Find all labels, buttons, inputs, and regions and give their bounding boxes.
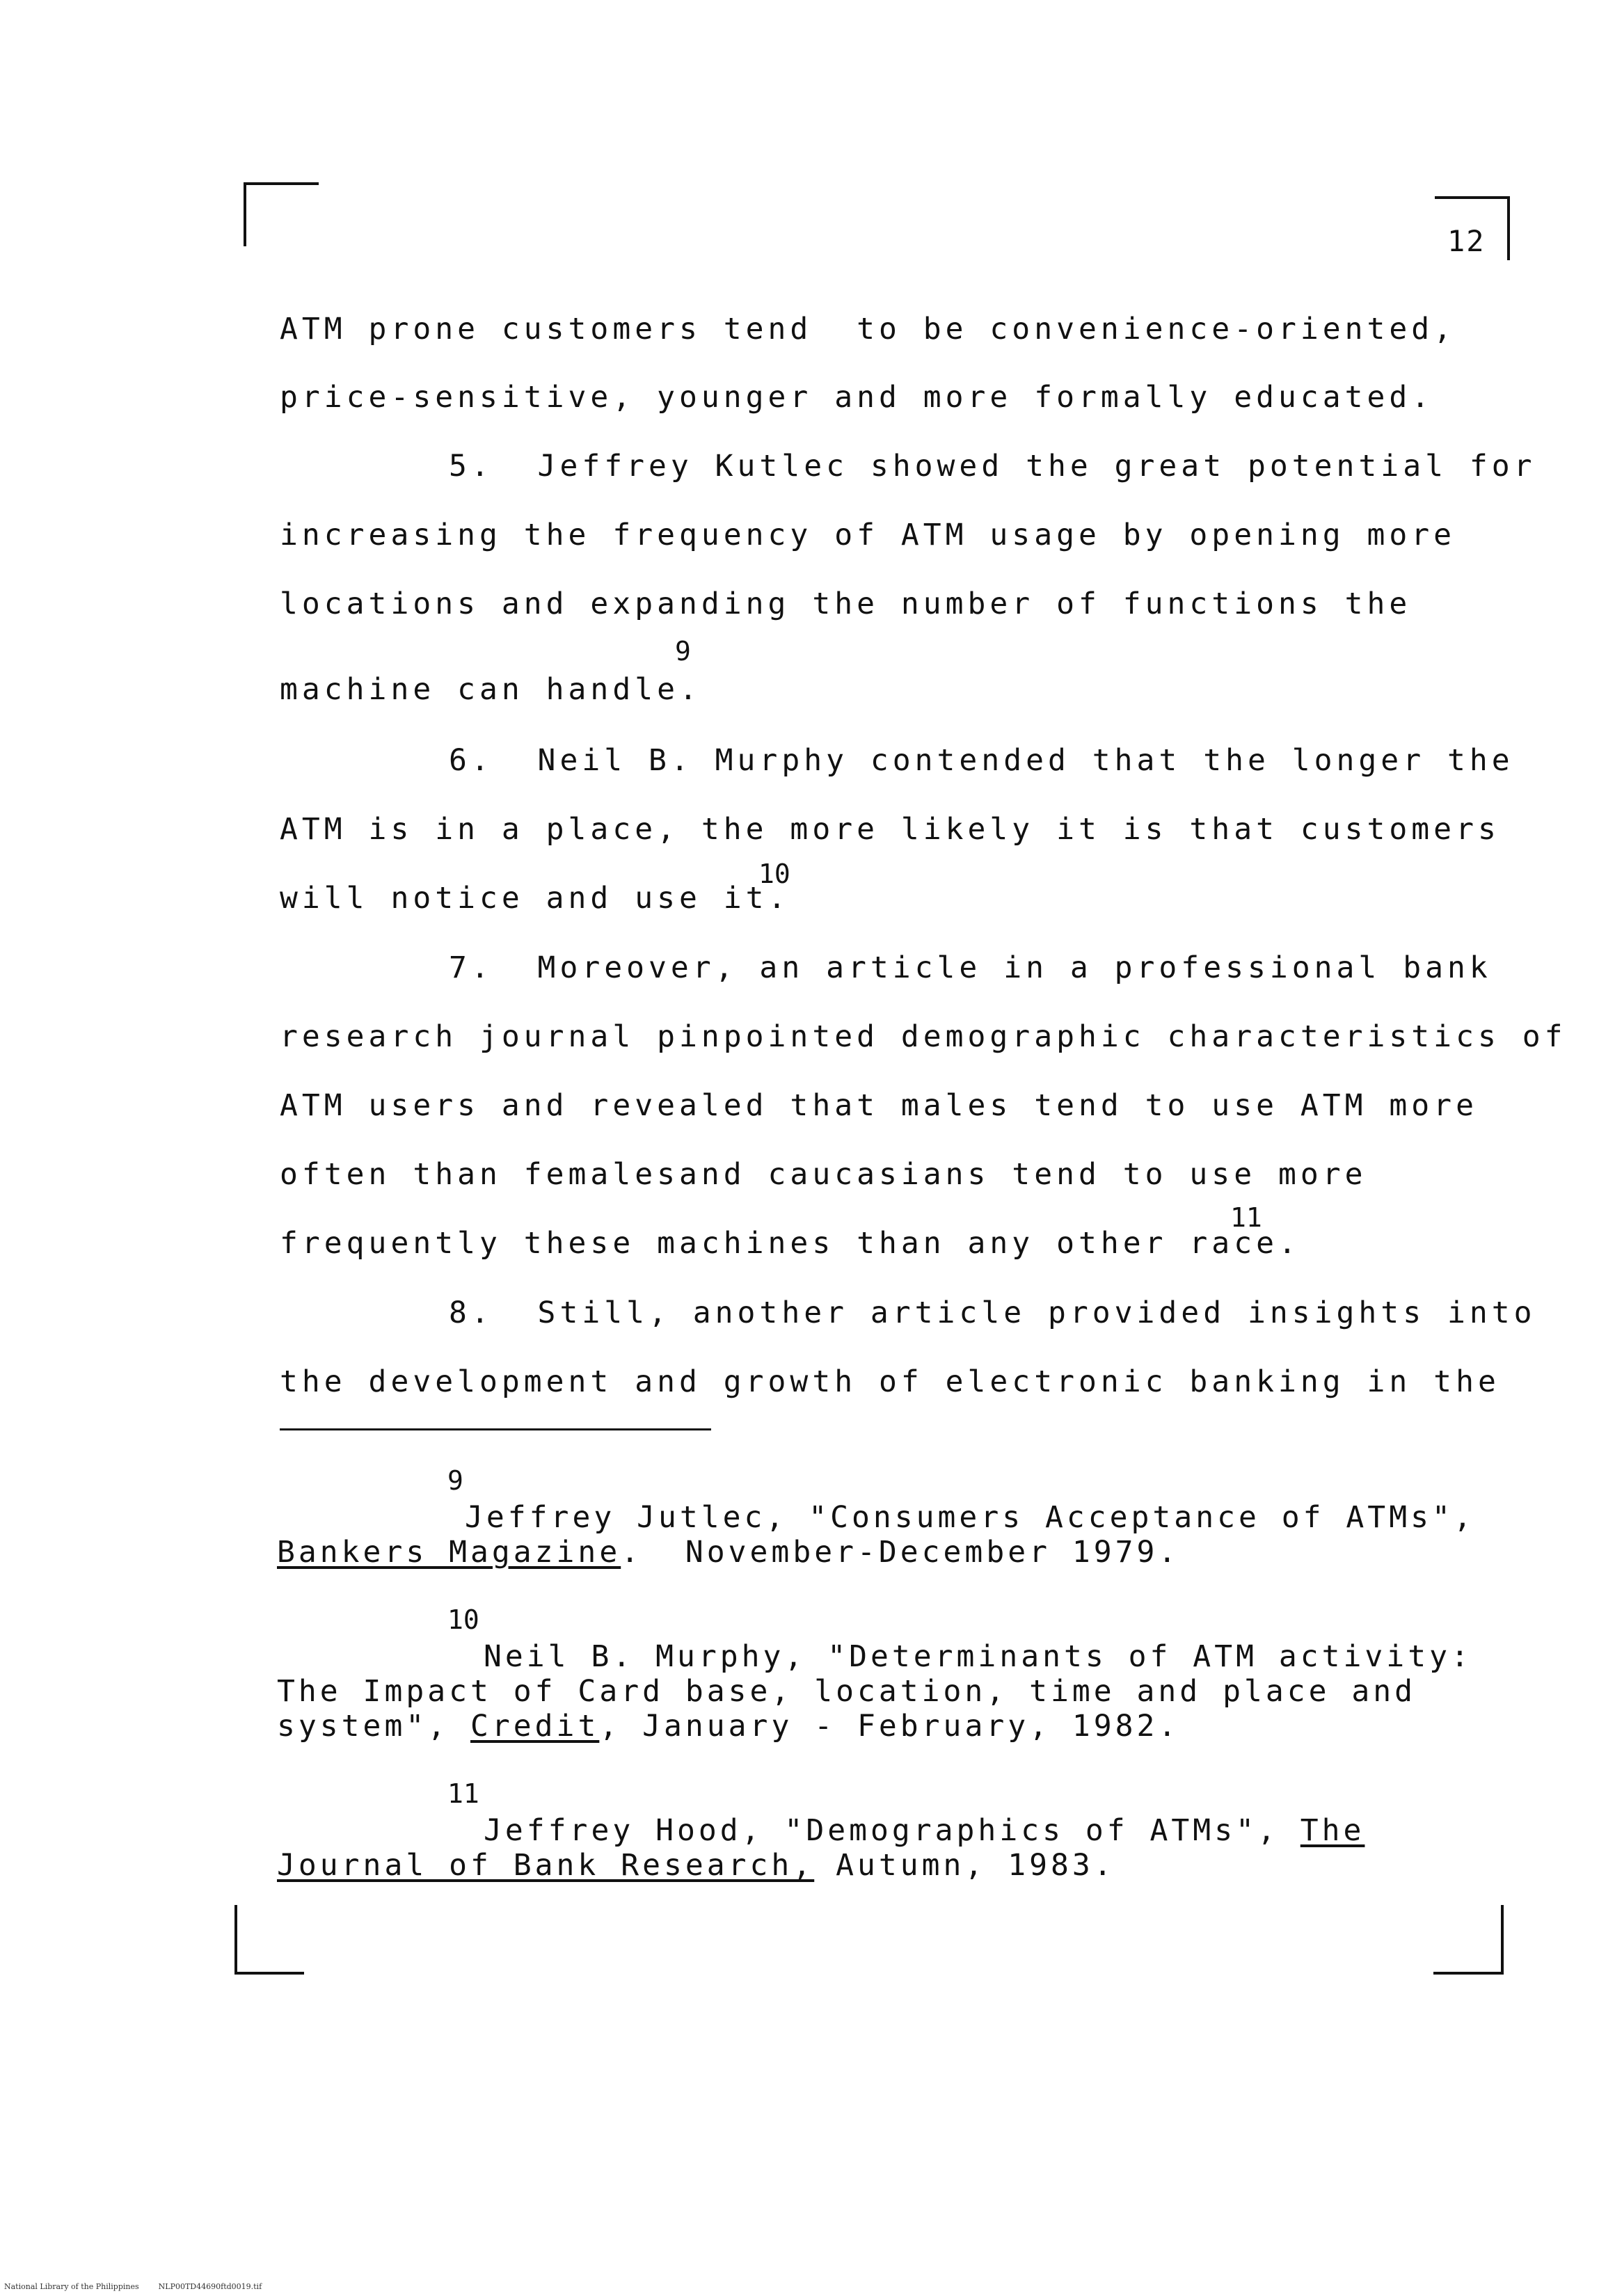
journal-title: Credit [470,1709,600,1744]
body-line: research journal pinpointed demographic characteristics of [280,1019,1567,1054]
footnote-text: Neil B. Murphy, "Determinants of ATM activity: [484,1639,1472,1674]
footnote-ref-10: 10 [758,859,790,889]
footnote-text: Jeffrey Jutlec, "Consumers Acceptance of ATMs", [465,1500,1475,1535]
crop-mark-top-left [244,182,246,246]
body-line: the development and growth of electronic banking in the [280,1364,1500,1399]
body-line: price-sensitive, younger and more formally educated. [280,380,1434,415]
footnote-separator [280,1428,711,1430]
body-line: 8. Still, another article provided insights into [449,1296,1536,1330]
crop-mark-top-left [244,182,319,185]
crop-mark-bottom-left [234,1972,304,1975]
footnote-number: 9 [447,1465,463,1496]
body-line: 5. Jeffrey Kutlec showed the great potential for [449,449,1536,484]
body-line: ATM is in a place, the more likely it is that customers [280,812,1500,847]
body-line: frequently these machines than any other race. [280,1226,1300,1261]
body-line: 6. Neil B. Murphy contended that the longer the [449,743,1514,778]
scan-footer: National Library of the Philippines NLP00TD44690ftd0019.tif [4,2282,262,2291]
body-line: 7. Moreover, an article in a professional bank [449,950,1492,985]
footnote-text: system", Credit, January - February, 1982. [277,1709,1180,1744]
body-line: locations and expanding the number of functions the [280,587,1412,621]
journal-title: The [1300,1813,1365,1848]
crop-mark-bottom-left [234,1905,237,1975]
footnote-ref-11: 11 [1230,1202,1262,1233]
footnote-text: Journal of Bank Research, Autumn, 1983. [277,1848,1115,1883]
footnote-ref-9: 9 [675,636,691,667]
footnote-text: Jeffrey Hood, "Demographics of ATMs", The [484,1813,1365,1848]
page-number: 12 [1447,224,1486,258]
footnote-number: 11 [447,1778,479,1809]
body-line: machine can handle. [280,672,701,707]
footnote-text: The Impact of Card base, location, time and place and [277,1674,1417,1709]
body-line: ATM users and revealed that males tend to use ATM more [280,1088,1478,1123]
crop-mark-bottom-right [1501,1905,1504,1975]
footnote-text: Bankers Magazine. November-December 1979. [277,1535,1180,1570]
footnote-number: 10 [447,1604,479,1635]
crop-mark-top-right [1507,196,1510,260]
body-line: will notice and use it. [280,881,790,916]
body-line: increasing the frequency of ATM usage by opening more [280,518,1456,552]
body-line: often than femalesand caucasians tend to use more [280,1157,1367,1192]
journal-title: Journal of Bank Research, [277,1848,815,1883]
body-line: ATM prone customers tend to be convenience-oriented, [280,312,1456,346]
crop-mark-bottom-right [1433,1972,1503,1975]
crop-mark-top-right [1435,196,1510,199]
journal-title: Bankers Magazine [277,1535,621,1570]
